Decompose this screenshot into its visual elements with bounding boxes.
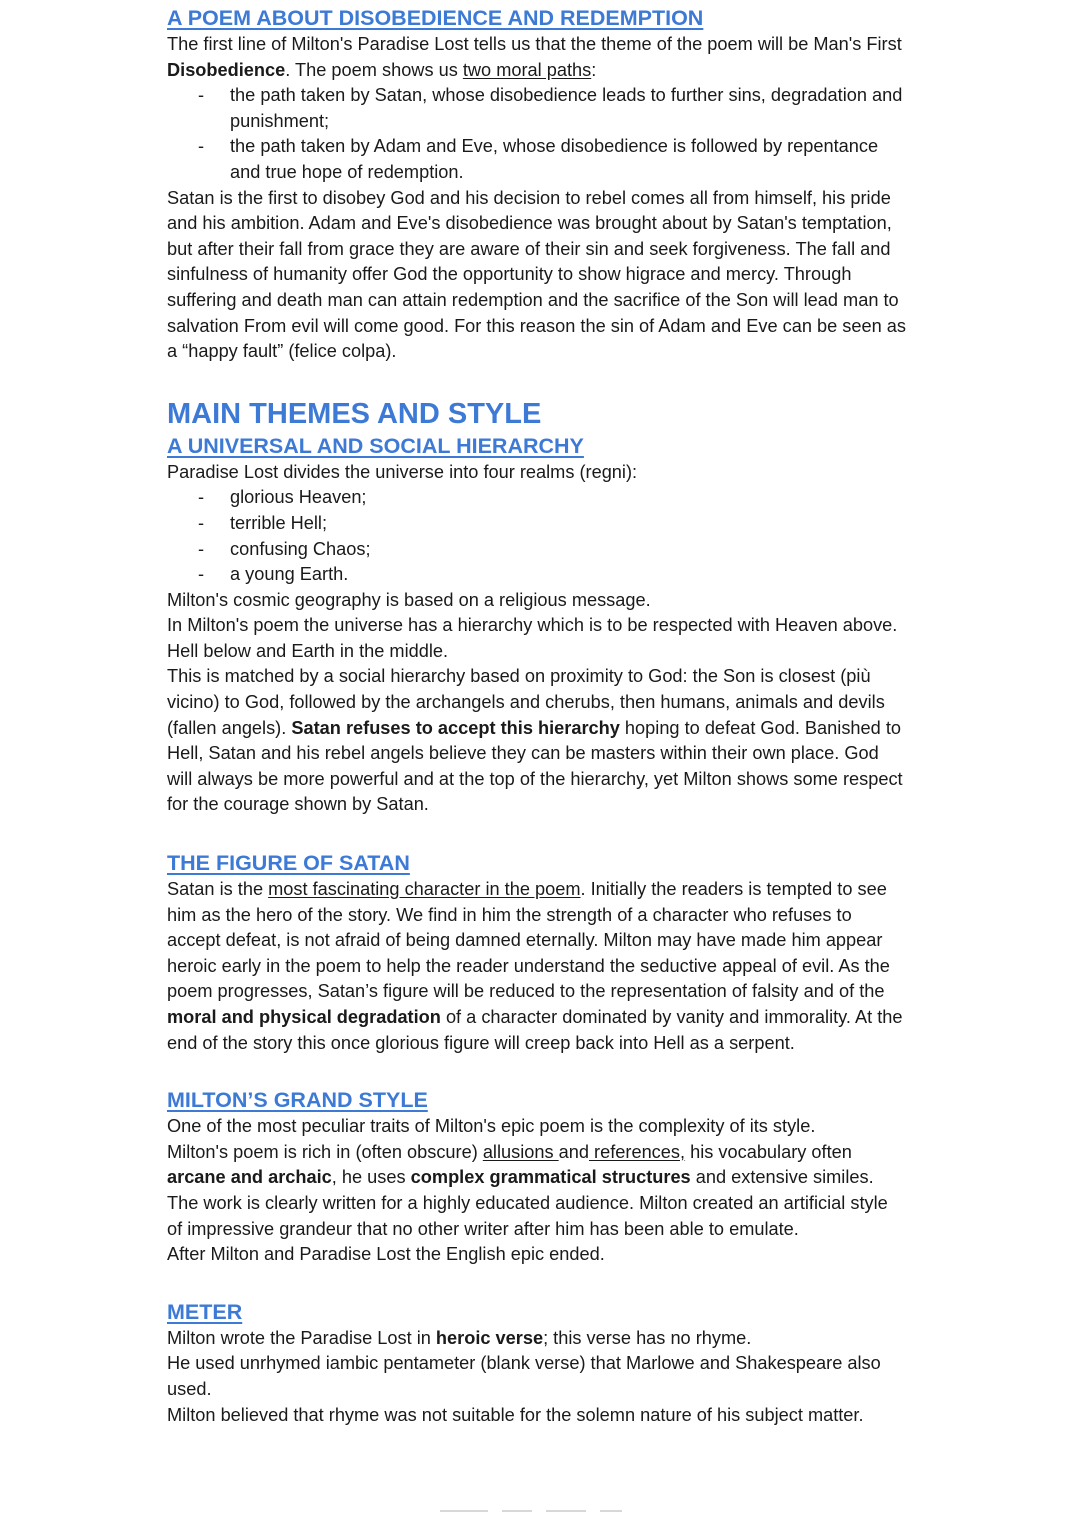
realms-intro: Paradise Lost divides the universe into four realms (regni): [167, 461, 638, 482]
section-title-meter: METER [167, 1299, 243, 1324]
body-paragraph: After Milton and Paradise Lost the English epic ended. [167, 1244, 605, 1265]
body-paragraph: Milton's poem is rich in (often obscure) allusions and references, his vocabulary often arcane and archaic, he uses complex grammatical structures and extensive similes. [167, 1141, 874, 1188]
list-item: - the path taken by Satan, whose disobedience leads to further sins, degradation and punishment; [167, 83, 907, 134]
body-paragraph: One of the most peculiar traits of Milton's epic poem is the complexity of its style. [167, 1116, 816, 1137]
body-paragraph: Milton believed that rhyme was not suitable for the solemn nature of his subject matter. [167, 1404, 864, 1425]
body-paragraph: In Milton's poem the universe has a hierarchy which is to be respected with Heaven above. Hell below and Earth in the middle. [167, 615, 898, 661]
section-title-satan: THE FIGURE OF SATAN [167, 851, 410, 876]
list-item: - terrible Hell; [167, 511, 907, 537]
body-paragraph: Satan is the first to disobey God and his decision to rebel comes all from himself, his pride and his ambition. Adam and Eve's disobedience was brought about by Satan's temptation, but after their fall from grace they are aware of their sin and seek forgiveness. The fall and sinfulness of humanity offer God the opportunity to show higrace and mercy. Through suffering and death man can attain redemption and the sacrifice of the Son will lead man to salvation From evil will come good. For this reason the sin of Adam and Eve can be seen as a “happy fault” (felice colpa). [167, 187, 906, 362]
main-title: MAIN THEMES AND STYLE [167, 397, 542, 430]
document [167, 4, 907, 1428]
moral-paths-list [167, 83, 907, 185]
page-bottom-marks [440, 1510, 700, 1514]
section-title-hierarchy: A UNIVERSAL AND SOCIAL HIERARCHY [167, 433, 584, 458]
body-paragraph: Satan is the most fascinating character in the poem. Initially the readers is tempted to see him as the hero of the story. We find in him the strength of a character who refuses to accept defeat, is not afraid of being damned eternally. Milton may have made him appear heroic early in the poem to help the reader understand the seductive appeal of evil. As the poem progresses, Satan’s figure will be reduced to the representation of falsity and of the moral and physical degradation of a character dominated by vanity and immorality. At the end of the story this once glorious figure will creep back into Hell as a serpent. [167, 879, 903, 1053]
list-item: - confusing Chaos; [167, 537, 907, 563]
list-item: - glorious Heaven; [167, 485, 907, 511]
body-paragraph: Milton wrote the Paradise Lost in heroic verse; this verse has no rhyme. [167, 1327, 752, 1348]
list-item: - a young Earth. [167, 562, 907, 588]
realms-list [167, 485, 907, 587]
section-title-disobedience: A POEM ABOUT DISOBEDIENCE AND REDEMPTION [167, 6, 704, 30]
list-item: - the path taken by Adam and Eve, whose disobedience is followed by repentance and true hope of redemption. [167, 134, 907, 185]
section-title-grand-style: MILTON’S GRAND STYLE [167, 1088, 428, 1113]
body-paragraph: Milton's cosmic geography is based on a religious message. [167, 589, 651, 610]
body-paragraph: This is matched by a social hierarchy based on proximity to God: the Son is closest (più vicino) to God, followed by the archangels and cherubs, then humans, animals and devils (fallen angels). Satan refuses to accept this hierarchy hoping to defeat God. Banished to Hell, Satan and his rebel angels believe they can be masters within their own place. God will always be more powerful and at the top of the hierarchy, yet Milton shows some respect for the courage shown by Satan. [167, 666, 903, 815]
intro-paragraph: The first line of Milton's Paradise Lost tells us that the theme of the poem will be Man's First Disobedience. The poem shows us two moral paths: [167, 34, 902, 80]
body-paragraph: The work is clearly written for a highly educated audience. Milton created an artificial style of impressive grandeur that no other writer after him has been able to emulate. [167, 1192, 888, 1239]
body-paragraph: He used unrhymed iambic pentameter (blank verse) that Marlowe and Shakespeare also used. [167, 1353, 881, 1399]
